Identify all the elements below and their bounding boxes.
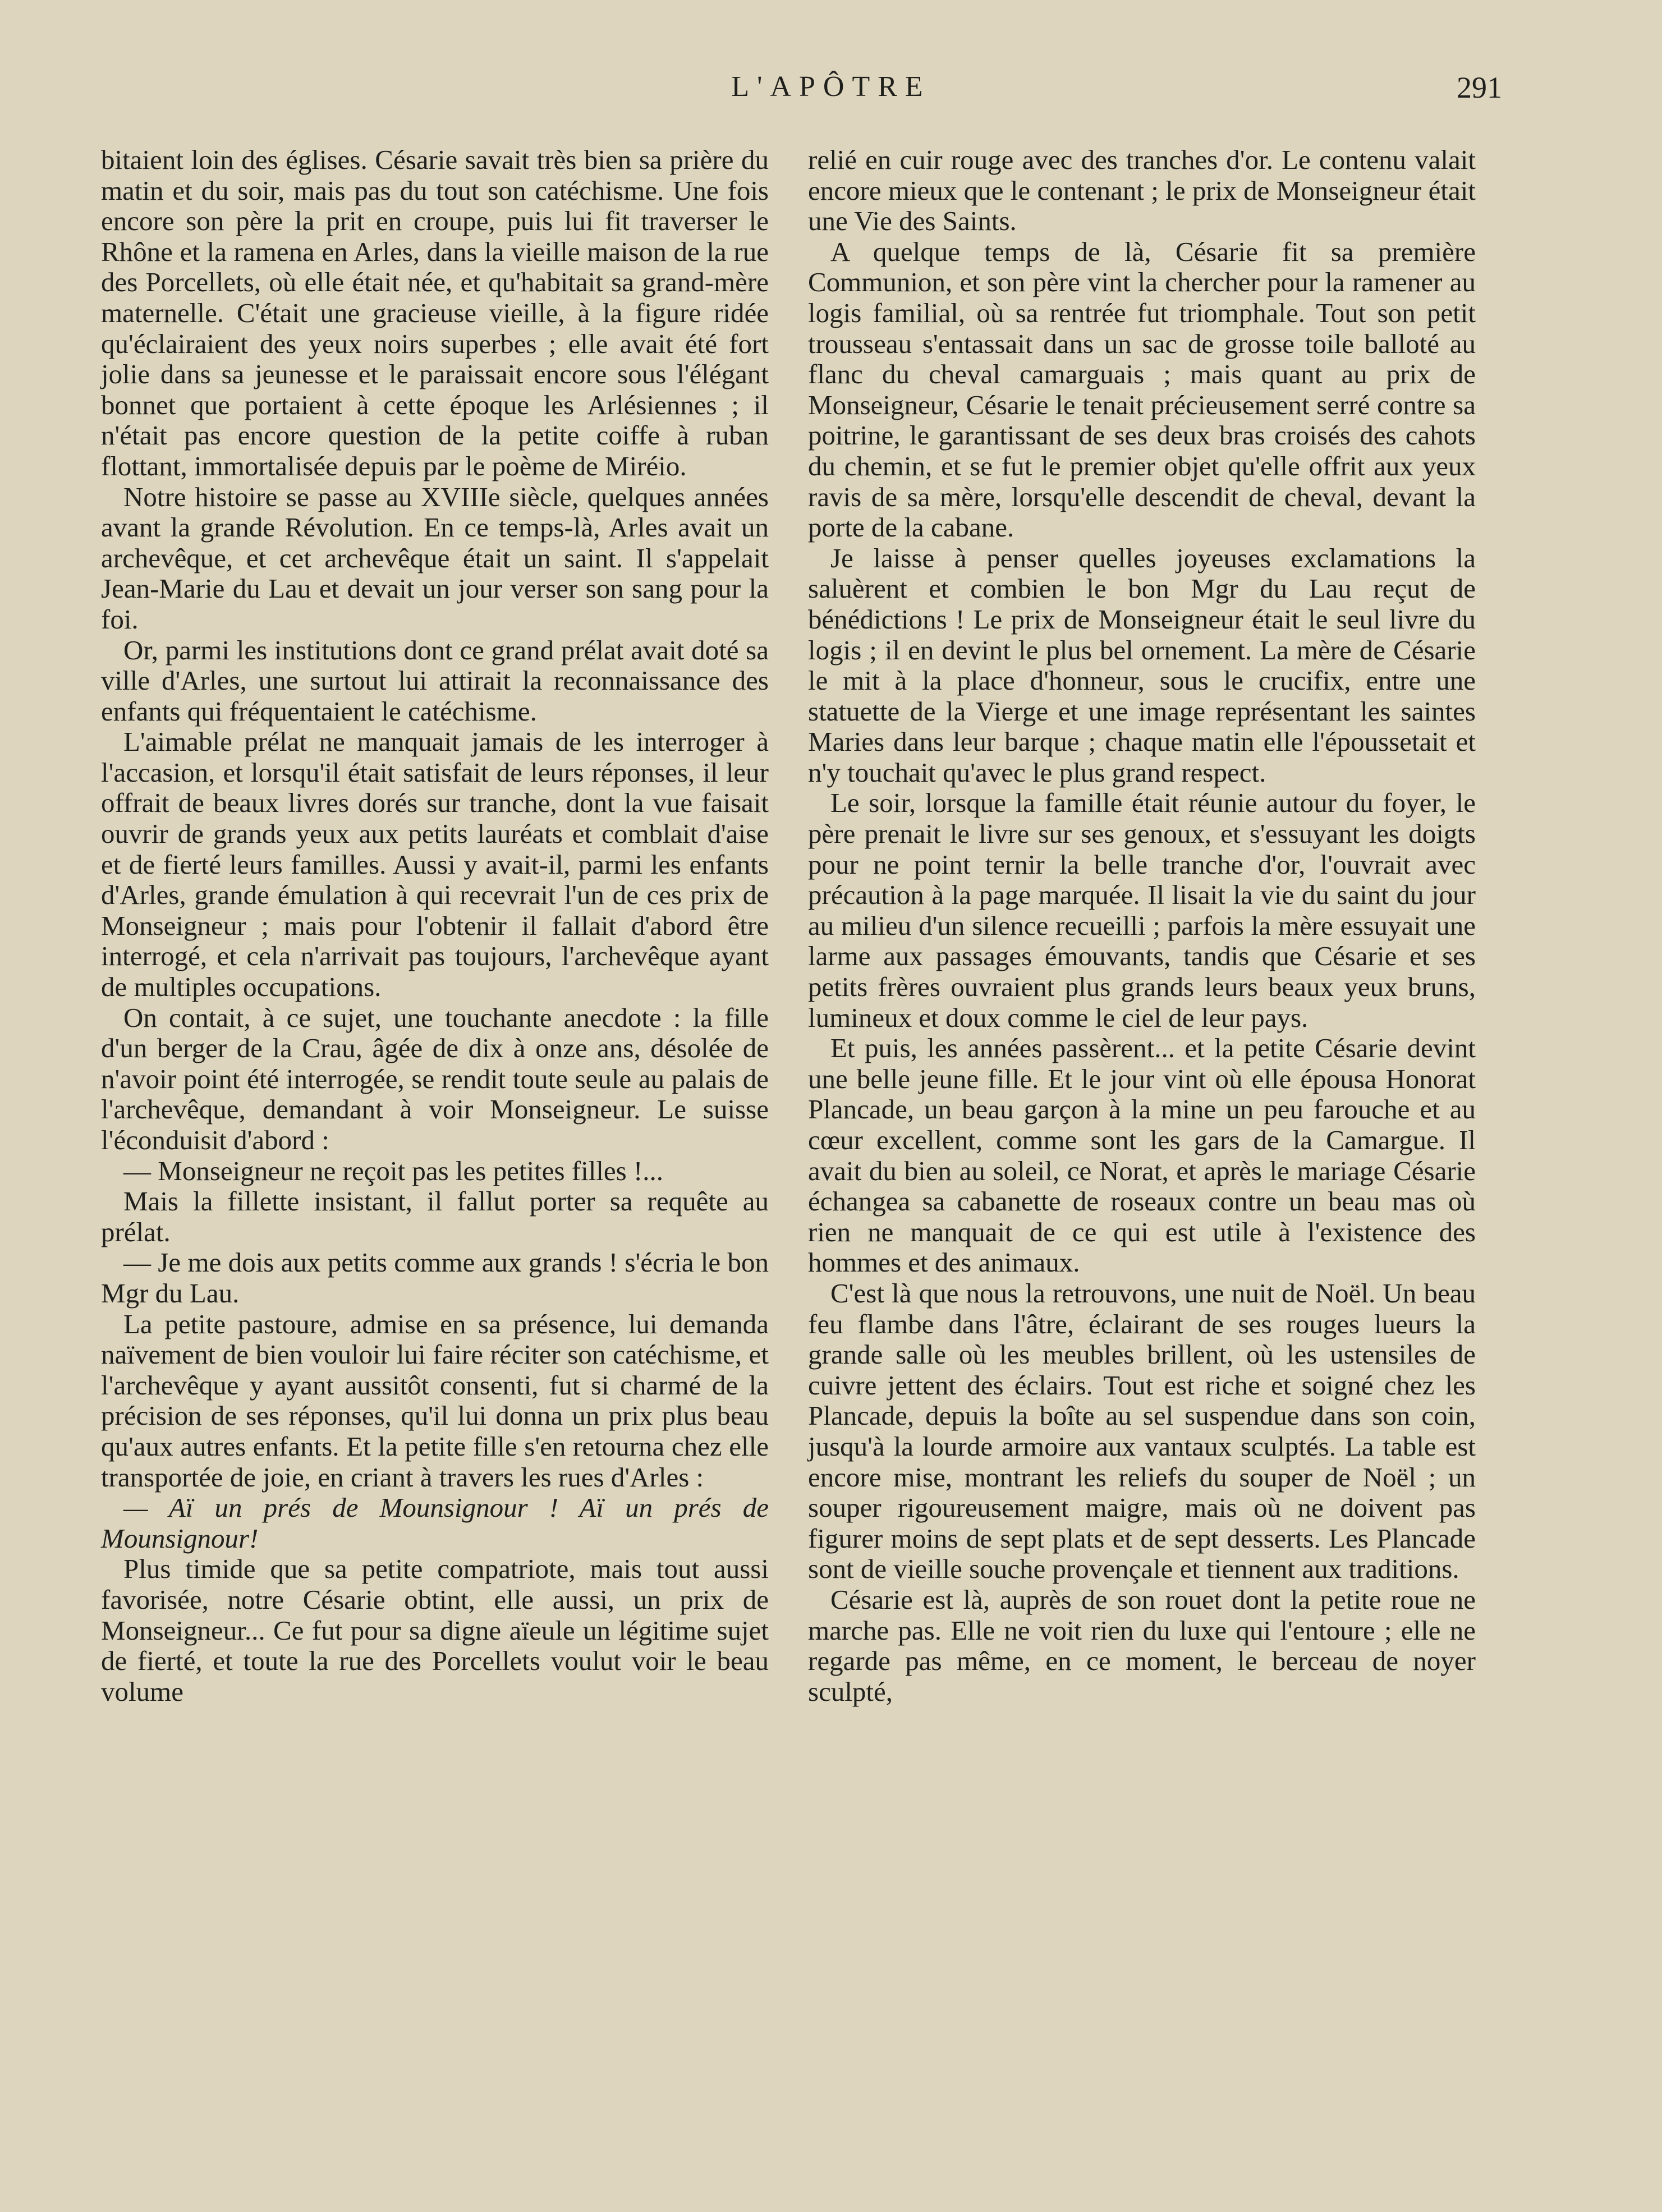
page-header <box>0 70 1662 109</box>
paragraph: Plus timide que sa petite compatriote, mais tout aussi favorisée, notre Césarie obtint, elle aussi, un prix de Monseigneur... Ce fut pour sa digne aïeule un légitime sujet de fierté, et toute la rue des Porcellets voulut voir le beau volume <box>101 1553 769 1707</box>
paragraph: bitaient loin des églises. Césarie savait très bien sa prière du matin et du soir, mais pas du tout son catéchisme. Une fois encore son père la prit en croupe, puis lui fit traverser le Rhône et la ramena en Arles, dans la vieille maison de la rue des Porcellets, où elle était née, et qu'habitait sa grand-mère maternelle. C'était une gracieuse vieille, à la figure ridée qu'éclairaient des yeux noirs superbes ; elle avait été fort jolie dans sa jeunesse et le paraissait encore sous l'élégant bonnet que portaient à cette époque les Arlésiennes ; il n'était pas encore question de la petite coiffe à ruban flottant, immortalisée depuis par le poème de Miréio. <box>101 144 769 481</box>
paragraph: relié en cuir rouge avec des tranches d'or. Le contenu valait encore mieux que le contenant ; le prix de Monseigneur était une Vie des Saints. <box>808 144 1476 237</box>
running-title: L'APÔTRE <box>731 71 931 103</box>
paragraph: A quelque temps de là, Césarie fit sa première Communion, et son père vint la chercher pour la ramener au logis familial, où sa rentrée fut triomphale. Tout son petit trousseau s'entassait dans un sac de grosse toile balloté au flanc du cheval camarguais ; mais quant au prix de Monseigneur, Césarie le tenait précieusement serré contre sa poitrine, le garantissant de ses deux bras croisés des cahots du chemin, et se fut le premier objet qu'elle offrit aux yeux ravis de sa mère, lorsqu'elle descendit de cheval, devant la porte de la cabane. <box>808 236 1476 543</box>
paragraph: La petite pastoure, admise en sa présence, lui demanda naïvement de bien vouloir lui faire réciter son catéchisme, et l'archevêque y ayant aussitôt consenti, fut si charmé de la précision de ses réponses, qu'il lui donna un prix plus beau qu'aux autres enfants. Et la petite fille s'en retourna chez elle transportée de joie, en criant à travers les rues d'Arles : <box>101 1308 769 1493</box>
right-column <box>808 145 1476 1707</box>
paragraph: Mais la fillette insistant, il fallut porter sa requête au prélat. <box>101 1186 769 1247</box>
paragraph: Or, parmi les institutions dont ce grand prélat avait doté sa ville d'Arles, une surtout lui attirait la reconnaissance des enfants qui fréquentaient le catéchisme. <box>101 634 769 727</box>
left-column <box>101 145 769 1707</box>
paragraph: — Je me dois aux petits comme aux grands ! s'écria le bon Mgr du Lau. <box>101 1247 769 1309</box>
paragraph: Je laisse à penser quelles joyeuses exclamations la saluèrent et combien le bon Mgr du Lau reçut de bénédictions ! Le prix de Monseigneur était le seul livre du logis ; il en devint le plus bel ornement. La mère de Césarie le mit à la place d'honneur, sous le crucifix, entre une statuette de la Vierge et une image représentant les saintes Maries dans leur barque ; chaque matin elle l'époussetait et n'y touchait qu'avec le plus grand respect. <box>808 542 1476 788</box>
paragraph: On contait, à ce sujet, une touchante anecdote : la fille d'un berger de la Crau, âgée de dix à onze ans, désolée de n'avoir point été interrogée, se rendit toute seule au palais de l'archevêque, demandant à voir Monseigneur. Le suisse l'éconduisit d'abord : <box>101 1002 769 1155</box>
paragraph: Et puis, les années passèrent... et la petite Césarie devint une belle jeune fille. Et le jour vint où elle épousa Honorat Plancade, un beau garçon à la mine un peu farouche et au cœur excellent, comme sont les gars de la Camargue. Il avait du bien au soleil, ce Norat, et après le mariage Césarie échangea sa cabanette de roseaux contre un beau mas où rien ne manquait de ce qui est utile à l'existence des hommes et des animaux. <box>808 1032 1476 1278</box>
paragraph: — Monseigneur ne reçoit pas les petites filles !... <box>123 1155 664 1186</box>
paragraph: Césarie est là, auprès de son rouet dont la petite roue ne marche pas. Elle ne voit rien du luxe qui l'entoure ; elle ne regarde pas même, en ce moment, le berceau de noyer sculpté, <box>808 1584 1476 1707</box>
paragraph: Notre histoire se passe au XVIIIe siècle, quelques années avant la grande Révolution. En ce temps-là, Arles avait un archevêque, et cet archevêque était un saint. Il s'appelait Jean-Marie du Lau et devait un jour verser son sang pour la foi. <box>101 481 769 635</box>
page-number: 291 <box>1457 71 1502 104</box>
paragraph: C'est là que nous la retrouvons, une nuit de Noël. Un beau feu flambe dans l'âtre, éclairant de ses rouges lueurs la grande salle où les meubles brillent, où les ustensiles de cuivre jettent des éclairs. Tout est riche et soigné chez les Plancade, depuis la boîte au sel suspendue dans son coin, jusqu'à la lourde armoire aux vantaux sculptés. La table est encore mise, montrant les reliefs du souper de Noël ; un souper rigoureusement maigre, mais où ne doivent pas figurer moins de sept plats et de sept desserts. Les Plancade sont de vieille souche provençale et tiennent aux traditions. <box>808 1277 1476 1585</box>
paragraph: L'aimable prélat ne manquait jamais de les interroger à l'accasion, et lorsqu'il était satisfait de leurs réponses, il leur offrait de beaux livres dorés sur tranche, dont la vue faisait ouvrir de grands yeux aux petits lauréats et comblait d'aise et de fierté leurs familles. Aussi y avait-il, parmi les enfants d'Arles, grande émulation à qui recevrait l'un de ces prix de Monseigneur ; mais pour l'obtenir il fallait d'abord être interrogé, et cela n'arrivait pas toujours, l'archevêque ayant de multiples occupations. <box>101 726 769 1003</box>
paragraph: Le soir, lorsque la famille était réunie autour du foyer, le père prenait le livre sur ses genoux, et s'essuyant les doigts pour ne point ternir la belle tranche d'or, l'ouvrait avec précaution à la page marquée. Il lisait la vie du saint du jour au milieu d'un silence recueilli ; parfois la mère essuyait une larme aux passages émouvants, tandis que Césarie et ses petits frères ouvraient plus grands leurs beaux yeux bruns, lumineux et doux comme le ciel de leur pays. <box>808 787 1476 1033</box>
paragraph: — Aï un prés de Mounsignour ! Aï un prés de Mounsignour! <box>101 1492 769 1554</box>
